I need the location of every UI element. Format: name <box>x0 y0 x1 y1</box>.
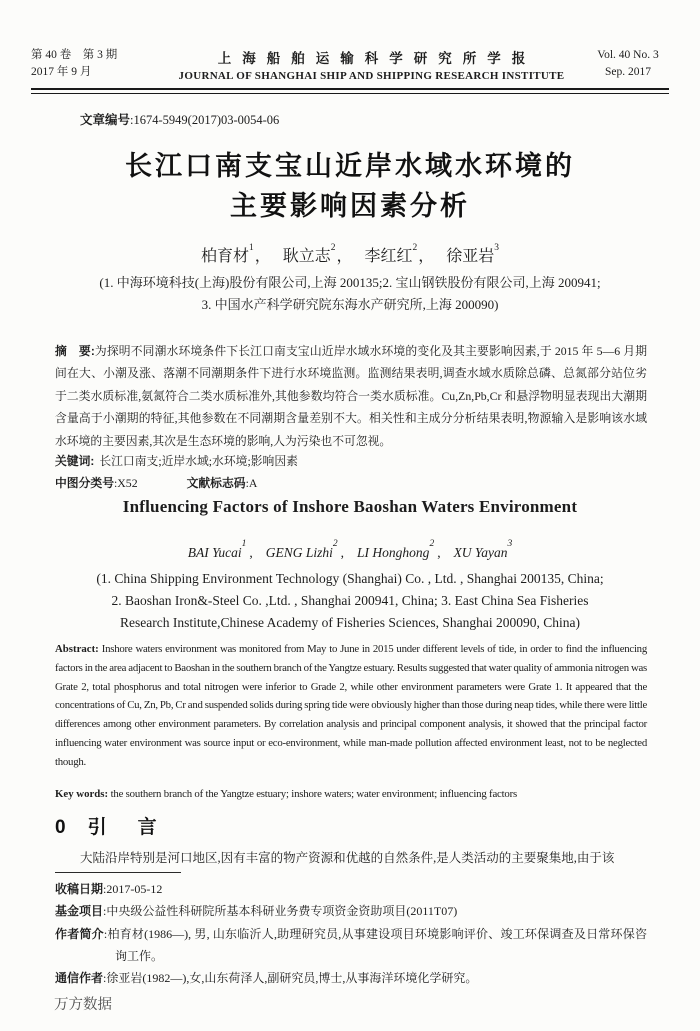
document-code: 文献标志码:A <box>186 476 258 490</box>
keywords-cn-label: 关键词: <box>55 454 95 468</box>
author-affil-sup: 3 <box>494 242 500 253</box>
keywords-cn <box>55 452 647 469</box>
abstract-en-label: Abstract: <box>55 643 99 655</box>
abstract-en <box>55 640 647 772</box>
author-separator: , <box>437 544 441 560</box>
classification-line <box>55 474 257 491</box>
journal-title-block <box>156 47 587 82</box>
author-affil-sup: 1 <box>241 539 247 549</box>
volume-issue-en: Vol. 40 No. 3 <box>597 49 659 61</box>
author-separator: , <box>340 544 345 560</box>
article-number-value: :1674-5949(2017)03-0054-06 <box>130 113 280 127</box>
header-double-rule <box>31 88 669 94</box>
affiliation-cn-line2: 3. 中国水产科学研究院东海水产研究所,上海 200090) <box>201 296 499 312</box>
article-number <box>80 110 279 128</box>
intro-paragraph: 大陆沿岸特别是河口地区,因有丰富的物产资源和优越的自然条件,是人类活动的主要聚集地,由于该 <box>80 851 615 865</box>
author-separator: ， <box>418 248 435 265</box>
paper-title-cn <box>0 146 700 226</box>
volume-issue-cn: 第 40 卷 第 3 期 <box>31 49 118 61</box>
author-name-en: BAI Yucai$^1$, <box>187 539 253 560</box>
affiliations-cn <box>0 272 700 315</box>
article-number-label: 文章编号 <box>80 113 131 127</box>
journal-title-cn: 上海船舶运输科学研究所学报 <box>217 51 537 66</box>
header-volume-en <box>587 47 669 81</box>
keywords-en-label: Key words: <box>55 788 109 800</box>
author-name-cn: 徐亚岩$^3$ <box>446 242 500 265</box>
author-separator: , <box>249 544 253 560</box>
abstract-cn-text: 为探明不同潮水环境条件下长江口南支宝山近岸水域水环境的变化及其主要影响因素,于 2015 年 5—6 月期间在大、小潮及涨、落潮不同潮期条件下进行水环境监测。监测结果表明,调查水域水质除总磷、总氮部分站位劣于二类水质标准,氨氮符合二类水质标准外,其他参数均符合一类水质标准。Cu,Zn,Pb,Cr 和悬浮物明显表现出大潮期含量高于小潮期的特征,其他参数在不同潮期含量差别不大。相关性和主成分分析结果表明,物源输入是影响该水域水环境的主要因素,其次是生态环境的影响,人为污染也不可忽视。 <box>55 344 648 448</box>
footnotes <box>55 878 647 989</box>
affiliations-en <box>0 568 700 634</box>
authors-cn <box>0 243 700 266</box>
author-affil-sup: 2 <box>412 242 418 253</box>
keywords-cn-text: 长江口南支;近岸水域;水环境;影响因素 <box>99 454 298 468</box>
author-name-en: LI Honghong$^2$, <box>357 539 441 560</box>
footnote-corresponding-author: 通信作者:徐亚岩(1982—),女,山东荷泽人,副研究员,博士,从事海洋环境化学研究。 <box>55 971 478 986</box>
footnote-author-bio: 作者简介:柏育材(1986—), 男, 山东临沂人,助理研究员,从事建设项目环境影响评价、竣工环保调查及日常环保咨询工作。 <box>55 926 647 963</box>
author-separator: ， <box>254 248 271 265</box>
section-heading-introduction <box>55 812 163 839</box>
author-name-en: XU Yayan$^3$ <box>453 539 513 560</box>
date-cn: 2017 年 9 月 <box>31 66 92 78</box>
author-name-en: GENG Lizhi$^2$, <box>265 539 345 560</box>
author-affil-sup: 2 <box>330 242 336 253</box>
journal-header <box>31 47 669 82</box>
footnote-received-date: 收稿日期:2017-05-12 <box>55 882 163 896</box>
header-volume-cn <box>31 47 156 81</box>
abstract-cn <box>55 340 647 452</box>
paper-title-en: Influencing Factors of Inshore Baoshan Waters Environment <box>122 497 578 516</box>
wanfang-watermark: 万方数据 <box>54 997 112 1013</box>
journal-title-en: JOURNAL OF SHANGHAI SHIP AND SHIPPING RESEARCH INSTITUTE <box>178 70 565 82</box>
footnote-divider <box>55 872 181 873</box>
affiliation-en-line1: (1. China Shipping Environment Technology (Shanghai) Co. , Ltd. , Shanghai 200135, China; <box>96 571 604 586</box>
author-separator: ， <box>336 248 353 265</box>
author-name-cn: 耿立志$^2$， <box>282 242 353 265</box>
author-affil-sup: 2 <box>429 539 435 549</box>
section-title: 引 言 <box>87 817 163 838</box>
abstract-en-text: Inshore waters environment was monitored from May to June in 2015 under different levels of tide, in order to find the influencing factors in the area adjacent to Baoshan in the southern branch of the Yangtze estuary. Results suggested that water quality of ammonia nitrogen was Grate 2, total phosphorus and total nitrogen were inferior to Grade 2, while other environment parameters were Grate 1. It appeared that the concentrations of Cu, Zn, Pb, Cr and suspended solids during spring tide were obviously higher than those during neap tides, while there were little differences among other environment parameters. By correlation analysis and principal component analysis, it showed that the principal factor influencing water environment was source input or eco-environment, while man-made pollution affected environment least, not to be neglected though. <box>55 643 647 768</box>
footnote-funding: 基金项目:中央级公益性科研院所基本科研业务费专项资金资助项目(2011T07) <box>55 904 458 919</box>
authors-en <box>0 539 700 561</box>
author-name-cn: 李红红$^2$， <box>364 242 435 265</box>
date-en: Sep. 2017 <box>605 66 651 78</box>
paper-title-cn-line2: 主要影响因素分析 <box>230 191 470 221</box>
affiliation-en-line3: Research Institute,Chinese Academy of Fisheries Sciences, Shanghai 200090, China) <box>119 615 581 630</box>
author-affil-sup: 1 <box>248 242 254 253</box>
keywords-en-text: the southern branch of the Yangtze estuary; inshore waters; water environment; influencing factors <box>110 788 518 800</box>
clc-number: 中图分类号:X52 <box>55 476 138 490</box>
paper-title-cn-line1: 长江口南支宝山近岸水域水环境的 <box>125 151 575 181</box>
keywords-en <box>55 788 647 800</box>
abstract-cn-label: 摘 要: <box>55 344 95 358</box>
author-affil-sup: 3 <box>507 539 513 549</box>
author-affil-sup: 2 <box>332 539 338 549</box>
author-name-cn: 柏育材$^1$， <box>200 242 271 265</box>
affiliation-cn-line1: (1. 中海环境科技(上海)股份有限公司,上海 200135;2. 宝山钢铁股份有限公司,上海 200941; <box>99 275 601 290</box>
section-number: 0 <box>55 817 66 838</box>
affiliation-en-line2: 2. Baoshan Iron&-Steel Co. ,Ltd. , Shanghai 200941, China; 3. East China Sea Fisheries <box>111 593 589 608</box>
